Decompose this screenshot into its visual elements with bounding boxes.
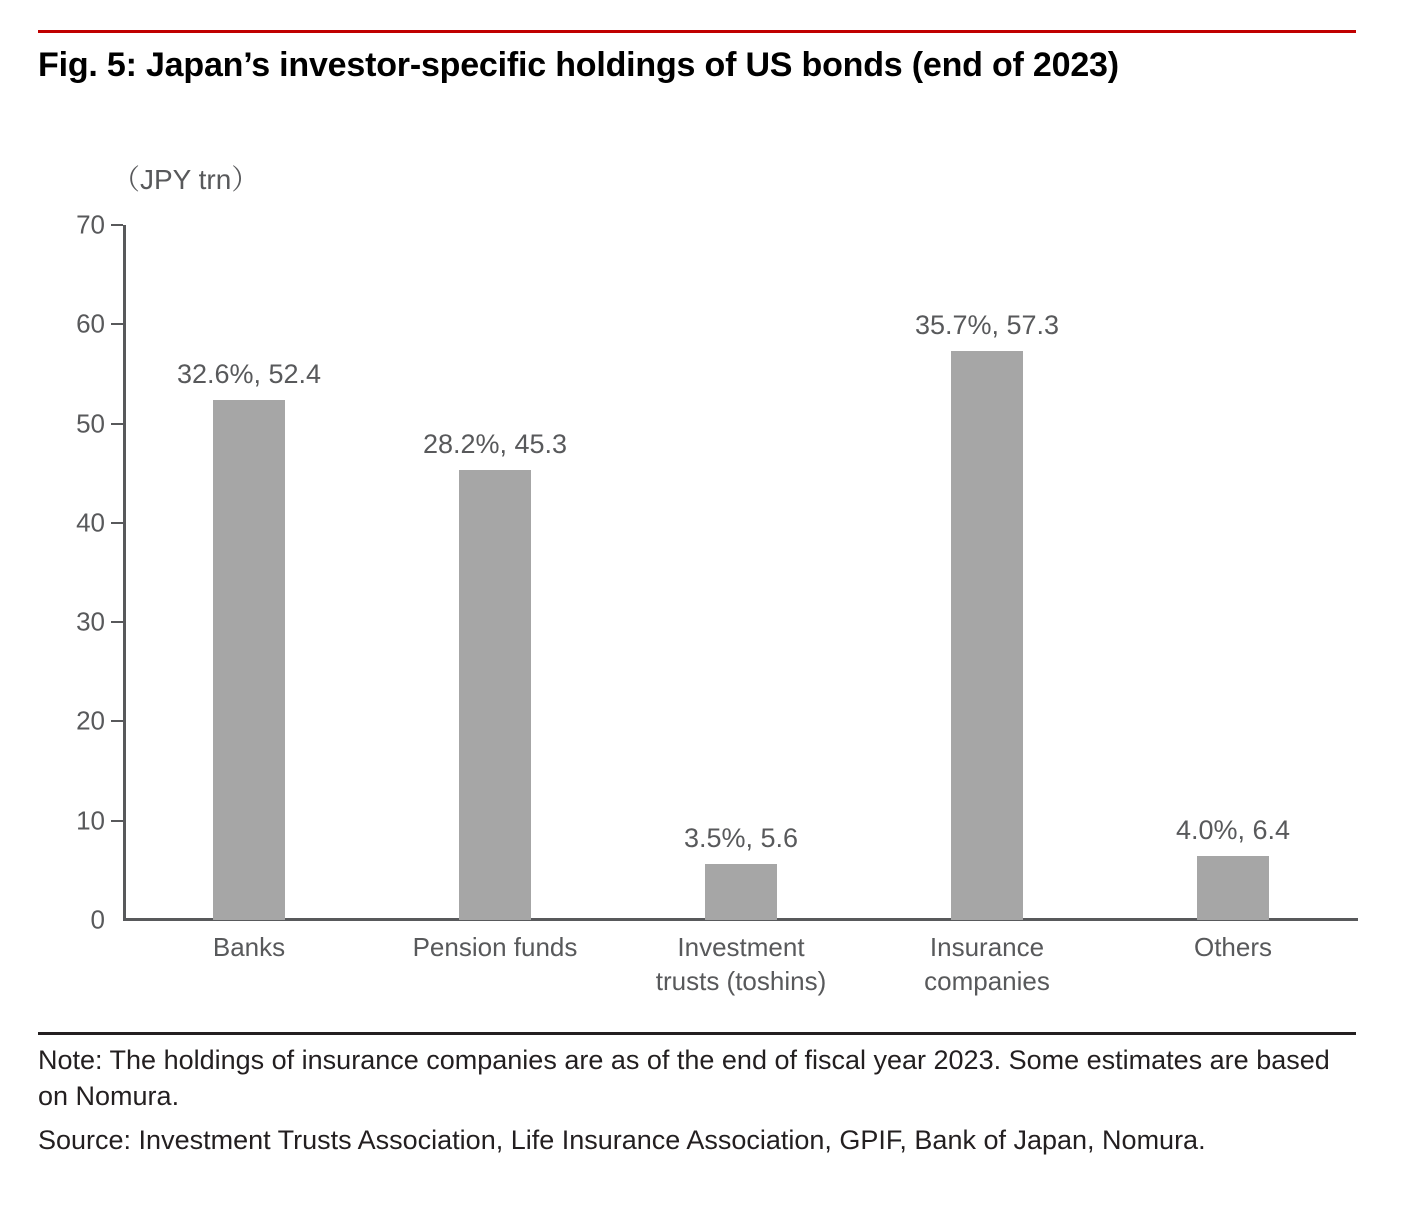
- bar[interactable]: [1197, 856, 1269, 920]
- bar-slot: [618, 225, 864, 920]
- y-axis-tick-mark: [111, 522, 123, 524]
- x-axis-category-label: [864, 931, 1110, 999]
- bar-value-label: 4.0%, 6.4: [1175, 815, 1291, 846]
- bar[interactable]: [213, 400, 285, 920]
- y-axis-tick-label: 50: [76, 408, 105, 439]
- bar-slot: [372, 225, 618, 920]
- x-axis-category-label: [1110, 931, 1356, 965]
- figure-title: Fig. 5: Japan’s investor-specific holdings of US bonds (end of 2023): [38, 46, 1119, 84]
- y-axis-tick-label: 70: [76, 209, 105, 240]
- y-axis-tick-mark: [111, 720, 123, 722]
- bar[interactable]: [459, 470, 531, 920]
- y-axis-tick-mark: [111, 423, 123, 425]
- bar-value-label: 32.6%, 52.4: [176, 358, 322, 389]
- y-axis-tick-mark: [111, 820, 123, 822]
- y-axis-tick-mark: [111, 224, 123, 226]
- x-axis-category-line: Insurance: [929, 932, 1045, 962]
- y-axis-tick-label: 30: [76, 606, 105, 637]
- bar-slot: [864, 225, 1110, 920]
- figure-note: Note: The holdings of insurance companies are as of the end of fiscal year 2023. Some estimates are based on Nomura.: [38, 1045, 1330, 1112]
- y-axis-tick-label: 40: [76, 507, 105, 538]
- y-axis-tick-label: 10: [76, 805, 105, 836]
- x-axis-category-line: Banks: [212, 932, 286, 962]
- y-axis-tick-label: 0: [90, 904, 105, 935]
- x-axis-category-label: [126, 931, 372, 965]
- bar[interactable]: [951, 351, 1023, 920]
- x-axis-category-label: [372, 931, 618, 965]
- x-axis-category-line: companies: [924, 965, 1050, 996]
- x-axis-category-line: trusts (toshins): [655, 965, 827, 996]
- bar-value-label: 3.5%, 5.6: [683, 823, 799, 854]
- y-axis-tick-mark: [111, 323, 123, 325]
- bar-value-label: 35.7%, 57.3: [914, 310, 1060, 341]
- y-axis-unit-label: （JPY trn）: [112, 164, 260, 195]
- footer-rule: [38, 1032, 1356, 1035]
- figure-source: Source: Investment Trusts Association, Life Insurance Association, GPIF, Bank of Japan, Nomura.: [38, 1125, 1206, 1155]
- bar-slot: [1110, 225, 1356, 920]
- y-axis-tick-label: 60: [76, 308, 105, 339]
- y-axis-tick-label: 20: [76, 705, 105, 736]
- y-axis-tick-mark: [111, 621, 123, 623]
- top-accent-rule: [38, 30, 1356, 33]
- bar-value-label: 28.2%, 45.3: [422, 429, 568, 460]
- bar[interactable]: [705, 864, 777, 920]
- bar-series: [126, 225, 1358, 920]
- bar-slot: [126, 225, 372, 920]
- bar-chart: [38, 205, 1358, 1010]
- x-axis-category-line: Pension funds: [412, 932, 578, 962]
- x-axis-category-line: Investment: [677, 932, 805, 962]
- x-axis-category-label: [618, 931, 864, 999]
- x-axis-category-line: Others: [1193, 932, 1273, 962]
